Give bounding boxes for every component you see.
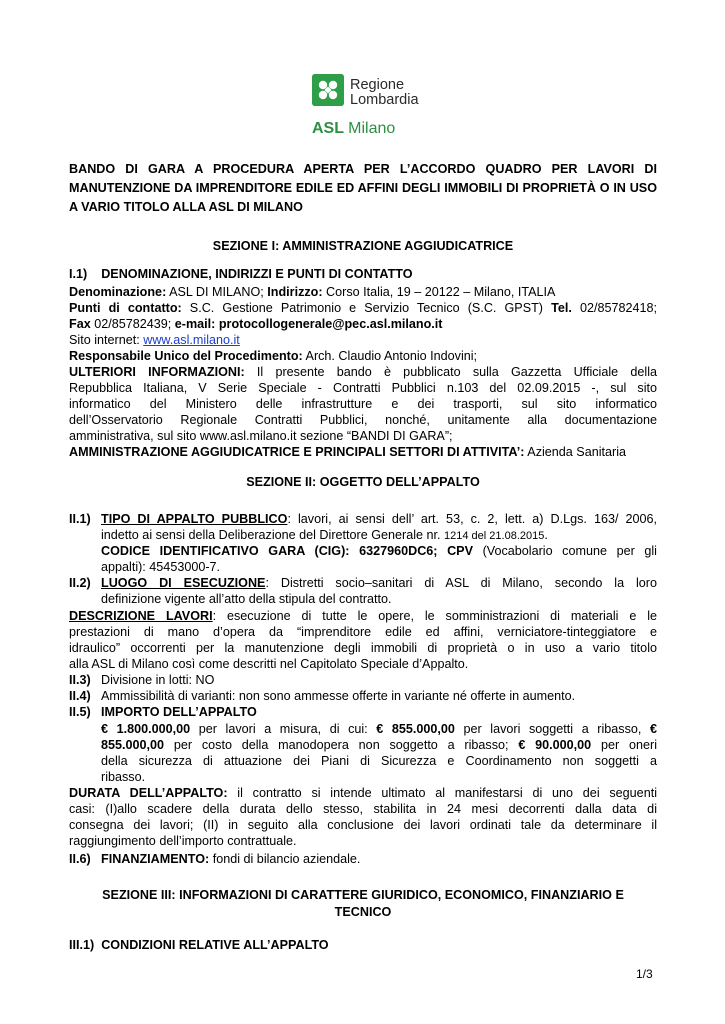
doc-title-line1: BANDO DI GARA A PROCEDURA APERTA PER L’ACCORDO QUADRO PER LAVORI DI [69, 162, 657, 176]
importo-text-i: per oneri [591, 738, 658, 752]
ulteriori-line3: informatico del Ministero delle infrastrutture e dei trasporti, sul sito informatico [69, 397, 657, 411]
amm-value: Azienda Sanitaria [524, 445, 627, 459]
tel-value: 02/85782418; [571, 301, 657, 315]
descr-text1: : esecuzione di tutte le opere, le somministrazioni di materiali e le [212, 609, 657, 623]
descr-line1 [69, 608, 657, 624]
ii1-delibera: 1214 del 21.08.2015 [444, 530, 545, 542]
ulteriori-line4: dell’Osservatorio Regionale Contratti Pubblici, nonché, unitamente alla documentazione [69, 413, 657, 427]
ii6-title: FINANZIAMENTO: [101, 852, 210, 866]
ulteriori-line1 [69, 364, 657, 380]
ulteriori-line5: amministrativa, sul sito www.asl.milano.it sezione “BANDI DI GARA”; [69, 429, 453, 443]
cig-value: : 6327960DC6 [345, 544, 434, 558]
importo-line1 [101, 721, 657, 737]
importo-line2 [101, 737, 657, 753]
doc-title-line2: MANUTENZIONE DA IMPRENDITORE EDILE ED AFFINI DEGLI IMMOBILI DI PROPRIETÀ O IN USO [69, 181, 657, 195]
tel-label: Tel. [551, 301, 572, 315]
durata-line3: consegna dei lavori; (II) in seguito alla conclusione dei lavori ordinati tale da determinare il [69, 818, 657, 832]
amm-line [69, 444, 657, 460]
ii6-number: II.6) [69, 852, 91, 866]
sito-label: Sito internet: [69, 333, 144, 347]
amm-label: AMMINISTRAZIONE AGGIUDICATRICE E PRINCIPALI SETTORI DI ATTIVITA’: [69, 445, 525, 459]
punti-label: Punti di contatto: [69, 301, 182, 315]
importo-line4: ribasso. [101, 770, 146, 784]
rup-line [69, 348, 657, 364]
descr-line3: idraulico” occorrenti per la manutenzione degli immobili di proprietà o in uso a vario titolo [69, 641, 657, 655]
ulteriori-line2: Repubblica Italiana, V Serie Speciale - Contratti Pubblici n.103 del 02.09.2015 -, sul sito [69, 381, 657, 395]
ii5-number: II.5) [69, 705, 91, 719]
importo-lavori: € 855.000,00 [376, 722, 455, 736]
i1-number: I.1) [69, 267, 88, 281]
ii2-title: LUOGO DI ESECUZIONE [101, 576, 266, 590]
cig-line [101, 543, 657, 559]
indirizzo-label: Indirizzo: [267, 285, 323, 299]
sito-link[interactable]: www.asl.milano.it [143, 333, 240, 347]
rup-value: Arch. Claudio Antonio Indovini; [302, 349, 478, 363]
ii2-line1 [101, 575, 657, 591]
ulteriori-text1: Il presente bando è pubblicato sulla Gazzetta Ufficiale della [244, 365, 657, 379]
ii2-line2: definizione vigente all’atto della stipula del contratto. [101, 592, 392, 606]
ii1-line2 [101, 527, 657, 544]
ii1-number: II.1) [69, 512, 91, 526]
logo [312, 74, 432, 140]
i1-heading [69, 266, 657, 282]
section3-heading-line1: SEZIONE III: INFORMAZIONI DI CARATTERE GIURIDICO, ECONOMICO, FINANZIARIO E [102, 888, 624, 902]
section2-heading: SEZIONE II: OGGETTO DELL’APPALTO [246, 475, 480, 489]
page-number: 1/3 [636, 967, 653, 981]
regione-lombardia-logo-icon [312, 74, 344, 106]
sito-line [69, 332, 657, 348]
descr-line4: alla ASL di Milano così come descritti nel Capitolato Speciale d’Appalto. [69, 657, 469, 671]
importo-manodopera: 855.000,00 [101, 738, 165, 752]
denominazione-value: ASL DI MILANO; [166, 285, 268, 299]
cpv-line2: appalti): 45453000-7. [101, 560, 221, 574]
indirizzo-value: Corso Italia, 19 – 20122 – Milano, ITALIA [322, 285, 556, 299]
ulteriori-label: ULTERIORI INFORMAZIONI: [69, 365, 245, 379]
punti-value: S.C. Gestione Patrimonio e Servizio Tecnico (S.C. GPST) [181, 301, 552, 315]
logo-asl-label: ASL [312, 120, 344, 137]
doc-title-line3: A VARIO TITOLO ALLA ASL DI MILANO [69, 200, 303, 214]
iii1-title: CONDIZIONI RELATIVE ALL’APPALTO [101, 938, 329, 952]
cig-label: CODICE IDENTIFICATIVO GARA (CIG) [101, 544, 346, 558]
descr-label: DESCRIZIONE LAVORI [69, 609, 213, 623]
importo-line3: della sicurezza di attuazione dei Piani di Sicurezza e Coordinamento non soggetti a [101, 754, 657, 768]
importo-oneri: € 90.000,00 [518, 738, 592, 752]
email-label: e-mail [174, 317, 212, 331]
denominazione-label: Denominazione: [69, 285, 167, 299]
punti-line [69, 300, 657, 316]
importo-totale: € 1.800.000,00 [101, 722, 191, 736]
ii5-title: IMPORTO DELL’APPALTO [101, 705, 257, 719]
section1-heading: SEZIONE I: AMMINISTRAZIONE AGGIUDICATRICE [212, 239, 514, 253]
iii1-heading [69, 937, 657, 953]
durata-line1 [69, 785, 657, 801]
importo-euro: € [649, 722, 657, 736]
logo-region-line2: Lombardia [350, 92, 419, 108]
ii3-number: II.3) [69, 673, 91, 687]
logo-asl-city: Milano [348, 120, 396, 137]
fax-value: 02/85782439; [90, 317, 175, 331]
ii4-text: Ammissibilità di varianti: non sono ammesse offerte in variante né offerte in aumento. [101, 689, 576, 703]
descr-line2: prestazioni di mano d’opera da “imprenditore edile ed affini, verniciatore-tinteggiatore e [69, 625, 657, 639]
section3-heading-line2: TECNICO [334, 905, 392, 919]
durata-line4: raggiungimento dell’importo contrattuale. [69, 834, 297, 848]
ii1-text2a: indetto ai sensi della Deliberazione del Direttore Generale nr. [101, 528, 445, 542]
ii1-line1 [101, 511, 657, 527]
ii4-number: II.4) [69, 689, 91, 703]
denominazione-line [69, 284, 657, 300]
email-value[interactable]: : protocollogenerale@pec.asl.milano.it [211, 317, 443, 331]
importo-text-b: per lavori a misura, di cui: [190, 722, 377, 736]
fax-line [69, 316, 657, 332]
ii6-text: fondi di bilancio aziendale. [209, 852, 361, 866]
fax-label: Fax [69, 317, 91, 331]
logo-region-line1: Regione [350, 77, 405, 93]
importo-text-d: per lavori soggetti a ribasso, [454, 722, 650, 736]
i1-title: DENOMINAZIONE, INDIRIZZI E PUNTI DI CONTATTO [101, 267, 413, 281]
durata-label: DURATA DELL’APPALTO: [69, 786, 228, 800]
importo-text-g: per costo della manodopera non soggetto a ribasso; [164, 738, 519, 752]
cpv-value: (Vocabolario comune per gli [472, 544, 657, 558]
durata-line2: casi: (I)allo scadere della durata dello stesso, stabilita in 24 mesi decorrenti dalla data di [69, 802, 657, 816]
ii1-title: TIPO DI APPALTO PUBBLICO [101, 512, 288, 526]
ii2-text1: : Distretti socio–sanitari di ASL di Milano, secondo la loro [265, 576, 658, 590]
rup-label: Responsabile Unico del Procedimento: [69, 349, 303, 363]
ii1-text2c: . [544, 528, 548, 542]
durata-text1: il contratto si intende ultimato al manifestarsi di uno dei seguenti [227, 786, 657, 800]
logo-asl [312, 120, 395, 138]
ii1-text1: : lavori, ai sensi dell’ art. 53, c. 2, lett. a) D.Lgs. 163/ 2006, [287, 512, 657, 526]
cpv-label: ; CPV [433, 544, 473, 558]
ii3-text: Divisione in lotti: NO [101, 673, 215, 687]
iii1-number: III.1) [69, 938, 95, 952]
ii2-number: II.2) [69, 576, 91, 590]
ii6-line [101, 851, 657, 867]
